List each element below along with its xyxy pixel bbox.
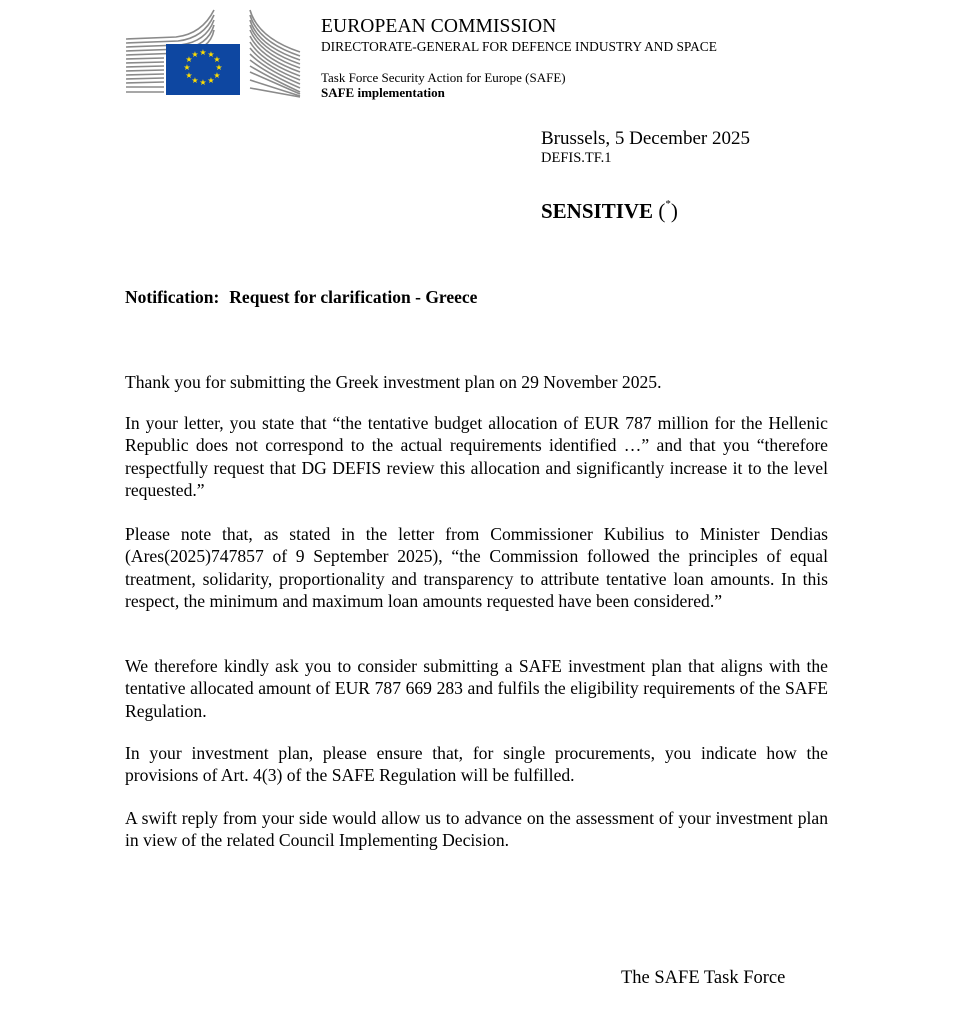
subject-line <box>125 287 477 308</box>
directorate-general: DIRECTORATE-GENERAL FOR DEFENCE INDUSTRY AND SPACE <box>321 39 717 54</box>
svg-text:★: ★ <box>183 63 191 72</box>
body-paragraph-4: We therefore kindly ask you to consider submitting a SAFE investment plan that aligns with the tentative allocated amount of EUR 787 669 283 and fulfils the eligibility requirements of the SAFE Regulation. <box>125 656 828 721</box>
classification-marking <box>541 199 678 224</box>
unit-name: SAFE implementation <box>321 85 445 100</box>
task-force-name: Task Force Security Action for Europe (SAFE) <box>321 70 566 85</box>
subject-text: Request for clarification - Greece <box>229 287 478 307</box>
svg-text:★: ★ <box>199 48 207 57</box>
body-paragraph-1: Thank you for submitting the Greek investment plan on 29 November 2025. <box>125 372 662 392</box>
reference-code: DEFIS.TF.1 <box>541 150 612 166</box>
body-paragraph-3: Please note that, as stated in the letter from Commissioner Kubilius to Minister Dendias (Ares(2025)747857 of 9 September 2025), “the Commission followed the principles of equal treatment, solidarity, proportionality and transparency to attribute tentative loan amounts. In this respect, the minimum and maximum loan amounts requested have been considered.” <box>125 524 828 611</box>
svg-text:★: ★ <box>185 55 193 64</box>
place-date: Brussels, 5 December 2025 <box>541 128 750 149</box>
body-paragraph-5: In your investment plan, please ensure that, for single procurements, you indicate how the provisions of Art. 4(3) of the SAFE Regulation will be fulfilled. <box>125 743 828 786</box>
svg-text:★: ★ <box>215 63 223 72</box>
svg-text:★: ★ <box>191 76 199 85</box>
signature: The SAFE Task Force <box>621 968 786 988</box>
subject-label: Notification: <box>125 287 220 307</box>
svg-text:★: ★ <box>207 50 215 59</box>
svg-text:★: ★ <box>207 76 215 85</box>
svg-text:★: ★ <box>199 78 207 87</box>
svg-text:★: ★ <box>185 71 193 80</box>
svg-text:★: ★ <box>213 71 221 80</box>
body-paragraph-6: A swift reply from your side would allow us to advance on the assessment of your investment plan in view of the related Council Implementing Decision. <box>125 808 828 851</box>
organization-name: EUROPEAN COMMISSION <box>321 16 557 37</box>
svg-text:★: ★ <box>213 55 221 64</box>
classification-close: ) <box>670 199 678 223</box>
body-paragraph-2: In your letter, you state that “the tentative budget allocation of EUR 787 million for the Hellenic Republic does not correspond to the actual requirements identified …” and that you “therefore respectfully request that DG DEFIS review this allocation and significantly increase it to the level requested.” <box>125 413 828 500</box>
classification-footnote-mark: * <box>665 198 671 210</box>
classification-label: SENSITIVE <box>541 199 654 223</box>
classification-open: ( <box>653 199 666 223</box>
european-commission-logo-icon <box>124 8 302 98</box>
svg-text:★: ★ <box>191 50 199 59</box>
